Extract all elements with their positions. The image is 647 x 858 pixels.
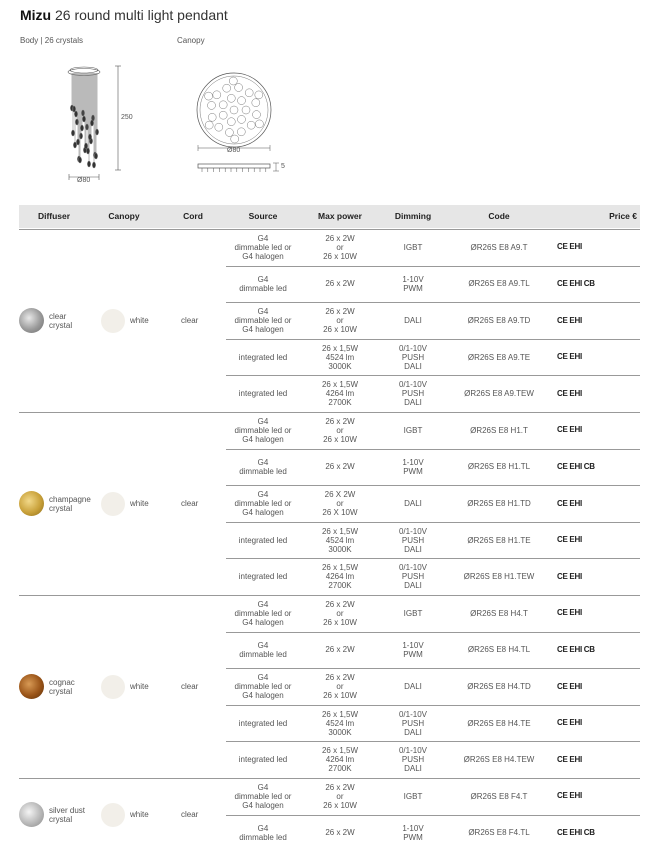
canopy-drawing	[197, 73, 279, 172]
col-header-cord: Cord	[183, 211, 203, 221]
cell-code: ØR26S E8 A9.TEW	[464, 389, 534, 399]
col-header-price: Price €	[609, 211, 637, 221]
cell-code: ØR26S E8 H4.T	[470, 608, 528, 618]
cell-dimming: 1-10V PWM	[402, 640, 424, 659]
cell-code: ØR26S E8 F4.TL	[468, 828, 530, 838]
cell-source: integrated led	[238, 352, 288, 362]
cell-dimming: 1-10V PWM	[402, 823, 424, 842]
certification-marks: CE EHI	[557, 791, 582, 801]
col-header-max-power: Max power	[318, 211, 362, 221]
cell-power: 26 x 1,5W 4524 lm 3000K	[321, 343, 358, 371]
col-header-canopy: Canopy	[108, 211, 140, 221]
canopy-drawing-label: Canopy	[177, 36, 205, 45]
cell-power: 26 X 2W or 26 X 10W	[322, 489, 358, 517]
cell-power: 26 x 1,5W 4264 lm 2700K	[321, 563, 358, 591]
cell-dimming: IGBT	[403, 425, 423, 435]
cell-dimming: 1-10V PWM	[402, 274, 424, 293]
body-drawing-label: Body | 26 crystals	[20, 36, 83, 45]
cell-source: G4 dimmable led or G4 halogen	[234, 782, 292, 810]
cell-source: G4 dimmable led or G4 halogen	[234, 416, 292, 444]
cell-code: ØR26S E8 H1.TE	[467, 535, 531, 545]
cell-source: G4 dimmable led or G4 halogen	[234, 489, 292, 517]
cell-power: 26 x 2W or 26 x 10W	[323, 782, 357, 810]
diffuser-swatch-champagne	[19, 491, 44, 516]
cell-source: integrated led	[238, 755, 288, 765]
cell-code: ØR26S E8 H4.TL	[467, 645, 531, 655]
cell-power: 26 x 1,5W 4524 lm 3000K	[321, 709, 358, 737]
cell-source: G4 dimmable led or G4 halogen	[234, 672, 292, 700]
cell-dimming: 0/1-10V PUSH DALI	[398, 526, 428, 554]
technical-drawings	[0, 0, 647, 200]
canopy-label: white	[130, 499, 149, 508]
cell-power: 26 x 2W	[325, 645, 355, 655]
cell-power: 26 x 2W or 26 x 10W	[323, 672, 357, 700]
cell-source: G4 dimmable led	[239, 457, 287, 476]
col-header-dimming: Dimming	[394, 211, 432, 221]
certification-marks: CE EHI CB	[557, 461, 595, 471]
cell-dimming: 1-10V PWM	[402, 457, 424, 476]
certification-marks: CE EHI	[557, 535, 582, 545]
cell-power: 26 x 2W or 26 x 10W	[323, 306, 357, 334]
certification-marks: CE EHI	[557, 352, 582, 362]
cell-source: integrated led	[238, 389, 288, 399]
cell-code: ØR26S E8 A9.TE	[467, 352, 531, 362]
diffuser-label: silver dust crystal	[49, 805, 86, 824]
certification-marks: CE EHI	[557, 242, 582, 252]
cell-code: ØR26S E8 H1.TL	[467, 462, 531, 472]
cell-dimming: DALI	[404, 681, 422, 691]
diffuser-swatch-cognac	[19, 674, 44, 699]
cell-power: 26 x 2W	[325, 279, 355, 289]
cell-power: 26 x 1,5W 4264 lm 2700K	[321, 380, 358, 408]
cell-code: ØR26S E8 A9.TD	[467, 315, 531, 325]
certification-marks: CE EHI	[557, 571, 582, 581]
cell-source: G4 dimmable led or G4 halogen	[234, 233, 292, 261]
cell-power: 26 x 1,5W 4524 lm 3000K	[321, 526, 358, 554]
certification-marks: CE EHI	[557, 718, 582, 728]
col-header-diffuser: Diffuser	[37, 211, 71, 221]
diffuser-label: champagne crystal	[49, 494, 91, 513]
cell-power: 26 x 2W or 26 x 10W	[323, 416, 357, 444]
cell-dimming: 0/1-10V PUSH DALI	[398, 380, 428, 408]
canopy-swatch	[101, 309, 125, 333]
canopy-diameter-dimension: Ø80	[227, 147, 241, 154]
cell-dimming: DALI	[404, 498, 422, 508]
body-drawing	[68, 66, 121, 180]
canopy-depth-dimension: 5	[281, 163, 285, 170]
certification-marks: CE EHI	[557, 754, 582, 764]
certification-marks: CE EHI CB	[557, 278, 595, 288]
col-header-code: Code	[488, 211, 510, 221]
cell-source: integrated led	[238, 718, 288, 728]
cell-code: ØR26S E8 H4.TE	[467, 718, 531, 728]
canopy-swatch	[101, 675, 125, 699]
cell-source: G4 dimmable led or G4 halogen	[234, 599, 292, 627]
cell-power: 26 x 2W or 26 x 10W	[323, 599, 357, 627]
cell-dimming: IGBT	[403, 791, 423, 801]
canopy-label: white	[130, 682, 149, 691]
cell-dimming: IGBT	[403, 242, 423, 252]
cell-dimming: 0/1-10V PUSH DALI	[398, 746, 428, 774]
cell-source: integrated led	[238, 535, 288, 545]
body-diameter-dimension: Ø80	[77, 177, 91, 184]
canopy-label: white	[130, 316, 149, 325]
cell-dimming: 0/1-10V PUSH DALI	[398, 563, 428, 591]
certification-marks: CE EHI	[557, 498, 582, 508]
cell-dimming: 0/1-10V PUSH DALI	[398, 343, 428, 371]
diffuser-label: cognac crystal	[49, 677, 75, 696]
body-height-dimension: 250	[121, 114, 133, 121]
cell-code: ØR26S E8 A9.T	[470, 242, 528, 252]
cell-code: ØR26S E8 A9.TL	[468, 279, 530, 289]
cell-dimming: IGBT	[403, 608, 423, 618]
cell-code: ØR26S E8 H4.TD	[467, 681, 531, 691]
cell-code: ØR26S E8 H4.TEW	[463, 755, 535, 765]
cell-code: ØR26S E8 H1.T	[470, 425, 528, 435]
col-header-source: Source	[248, 211, 278, 221]
certification-marks: CE EHI	[557, 681, 582, 691]
canopy-swatch	[101, 803, 125, 827]
cord-label: clear	[181, 316, 199, 325]
cell-power: 26 x 1,5W 4264 lm 2700K	[321, 746, 358, 774]
cell-code: ØR26S E8 H1.TD	[467, 498, 531, 508]
cell-code: ØR26S E8 H1.TEW	[463, 572, 535, 582]
diffuser-label: clear crystal	[49, 311, 73, 330]
certification-marks: CE EHI	[557, 608, 582, 618]
cell-source: integrated led	[238, 572, 288, 582]
cell-power: 26 x 2W	[325, 828, 355, 838]
certification-marks: CE EHI CB	[557, 827, 595, 837]
certification-marks: CE EHI	[557, 425, 582, 435]
cell-source: G4 dimmable led or G4 halogen	[234, 306, 292, 334]
certification-marks: CE EHI	[557, 388, 582, 398]
canopy-swatch	[101, 492, 125, 516]
cell-power: 26 x 2W or 26 x 10W	[323, 233, 357, 261]
certification-marks: CE EHI CB	[557, 644, 595, 654]
cell-source: G4 dimmable led	[239, 274, 287, 293]
cell-code: ØR26S E8 F4.T	[470, 791, 528, 801]
cord-label: clear	[181, 810, 199, 820]
cord-label: clear	[181, 499, 199, 508]
canopy-label: white	[130, 810, 149, 820]
product-subtitle: 26 round multi light pendant	[55, 7, 228, 23]
cell-power: 26 x 2W	[325, 462, 355, 472]
cord-label: clear	[181, 682, 199, 691]
diffuser-swatch-silver	[19, 802, 44, 827]
certification-marks: CE EHI	[557, 315, 582, 325]
cell-source: G4 dimmable led	[239, 823, 287, 842]
cell-source: G4 dimmable led	[239, 640, 287, 659]
cell-dimming: 0/1-10V PUSH DALI	[398, 709, 428, 737]
diffuser-swatch-clear	[19, 308, 44, 333]
table-header	[19, 205, 640, 228]
brand-name: Mizu	[20, 7, 52, 23]
cell-dimming: DALI	[404, 315, 422, 325]
